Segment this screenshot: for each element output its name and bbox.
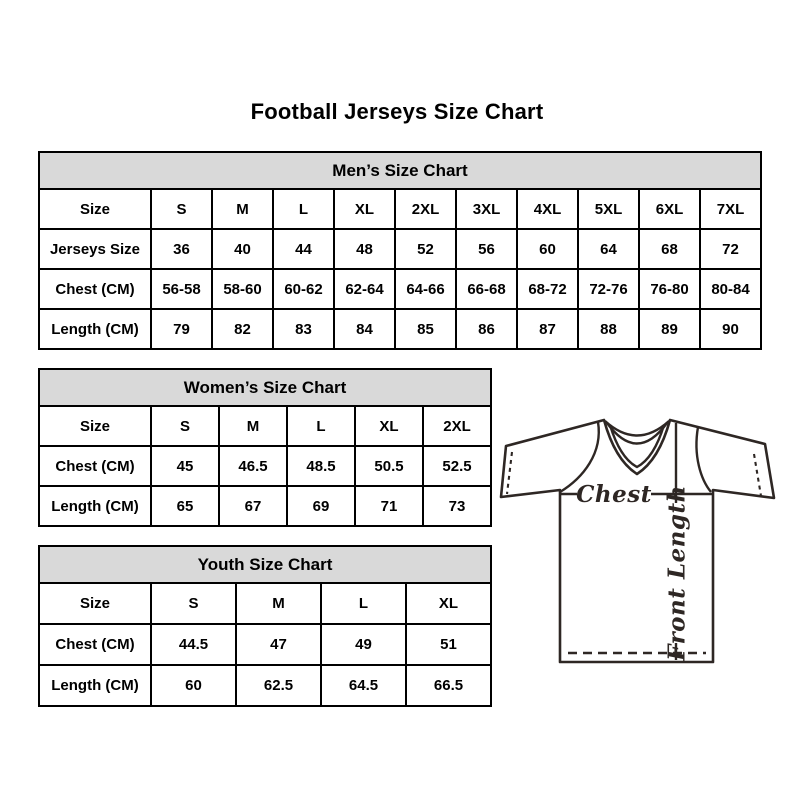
column-header: S	[151, 583, 236, 624]
row-label: Jerseys Size	[39, 229, 151, 269]
column-header: XL	[406, 583, 491, 624]
table-cell: 83	[273, 309, 334, 349]
column-header: XL	[334, 189, 395, 229]
table-cell: 90	[700, 309, 761, 349]
column-header: 3XL	[456, 189, 517, 229]
table-cell: 44	[273, 229, 334, 269]
chest-label: Chest	[576, 481, 652, 508]
table-cell: 64.5	[321, 665, 406, 706]
table-cell: 86	[456, 309, 517, 349]
table-cell: 62-64	[334, 269, 395, 309]
column-header: 2XL	[423, 406, 491, 446]
table-cell: 79	[151, 309, 212, 349]
column-header: 6XL	[639, 189, 700, 229]
table-cell: 67	[219, 486, 287, 526]
table-cell: 49	[321, 624, 406, 665]
table-cell: 87	[517, 309, 578, 349]
table-cell: 88	[578, 309, 639, 349]
table-cell: 68-72	[517, 269, 578, 309]
table-cell: 56-58	[151, 269, 212, 309]
column-header: L	[321, 583, 406, 624]
table-cell: 64	[578, 229, 639, 269]
table-cell: 66-68	[456, 269, 517, 309]
table-cell: 80-84	[700, 269, 761, 309]
table-cell: 71	[355, 486, 423, 526]
column-header: L	[273, 189, 334, 229]
row-label-header: Size	[39, 406, 151, 446]
column-header: M	[219, 406, 287, 446]
table-cell: 46.5	[219, 446, 287, 486]
row-label: Length (CM)	[39, 665, 151, 706]
table-row	[39, 229, 761, 269]
table-cell: 47	[236, 624, 321, 665]
jersey-measurement-diagram	[493, 408, 793, 674]
table-cell: 85	[395, 309, 456, 349]
column-header: 7XL	[700, 189, 761, 229]
table-row	[39, 486, 491, 526]
youth-size-table	[38, 545, 492, 707]
table-cell: 65	[151, 486, 219, 526]
table-cell: 62.5	[236, 665, 321, 706]
column-header: 4XL	[517, 189, 578, 229]
table-cell: 52	[395, 229, 456, 269]
table-cell: 60-62	[273, 269, 334, 309]
table-cell: 44.5	[151, 624, 236, 665]
mens-size-table	[38, 151, 762, 350]
table-row	[39, 624, 491, 665]
jersey-outline	[501, 420, 774, 662]
table-row	[39, 269, 761, 309]
row-label: Chest (CM)	[39, 269, 151, 309]
table-title-row	[39, 152, 761, 189]
table-cell: 72	[700, 229, 761, 269]
table-cell: 52.5	[423, 446, 491, 486]
table-cell: 56	[456, 229, 517, 269]
table-cell: 68	[639, 229, 700, 269]
table-row	[39, 446, 491, 486]
header-row	[39, 406, 491, 446]
table-title-row	[39, 546, 491, 583]
table-cell: 48.5	[287, 446, 355, 486]
table-cell: 72-76	[578, 269, 639, 309]
womens-size-table	[38, 368, 492, 527]
column-header: S	[151, 189, 212, 229]
column-header: M	[212, 189, 273, 229]
table-cell: 45	[151, 446, 219, 486]
table-row	[39, 665, 491, 706]
table-cell: 84	[334, 309, 395, 349]
table-cell: 64-66	[395, 269, 456, 309]
row-label-header: Size	[39, 189, 151, 229]
table-title-row	[39, 369, 491, 406]
table-cell: 50.5	[355, 446, 423, 486]
column-header: 5XL	[578, 189, 639, 229]
table-cell: 51	[406, 624, 491, 665]
table-cell: 76-80	[639, 269, 700, 309]
table-cell: 58-60	[212, 269, 273, 309]
row-label-header: Size	[39, 583, 151, 624]
table-title: Youth Size Chart	[39, 546, 491, 583]
page-title: Football Jerseys Size Chart	[250, 99, 544, 124]
table-title: Men’s Size Chart	[39, 152, 761, 189]
row-label: Chest (CM)	[39, 446, 151, 486]
row-label: Length (CM)	[39, 486, 151, 526]
table-cell: 82	[212, 309, 273, 349]
table-cell: 48	[334, 229, 395, 269]
row-label: Chest (CM)	[39, 624, 151, 665]
table-cell: 73	[423, 486, 491, 526]
table-row	[39, 309, 761, 349]
column-header: S	[151, 406, 219, 446]
table-cell: 40	[212, 229, 273, 269]
column-header: M	[236, 583, 321, 624]
table-cell: 89	[639, 309, 700, 349]
table-cell: 69	[287, 486, 355, 526]
front-length-label: Front Length	[663, 485, 691, 661]
row-label: Length (CM)	[39, 309, 151, 349]
column-header: XL	[355, 406, 423, 446]
column-header: L	[287, 406, 355, 446]
table-title: Women’s Size Chart	[39, 369, 491, 406]
column-header: 2XL	[395, 189, 456, 229]
table-cell: 60	[151, 665, 236, 706]
table-cell: 36	[151, 229, 212, 269]
table-cell: 66.5	[406, 665, 491, 706]
header-row	[39, 189, 761, 229]
table-cell: 60	[517, 229, 578, 269]
header-row	[39, 583, 491, 624]
